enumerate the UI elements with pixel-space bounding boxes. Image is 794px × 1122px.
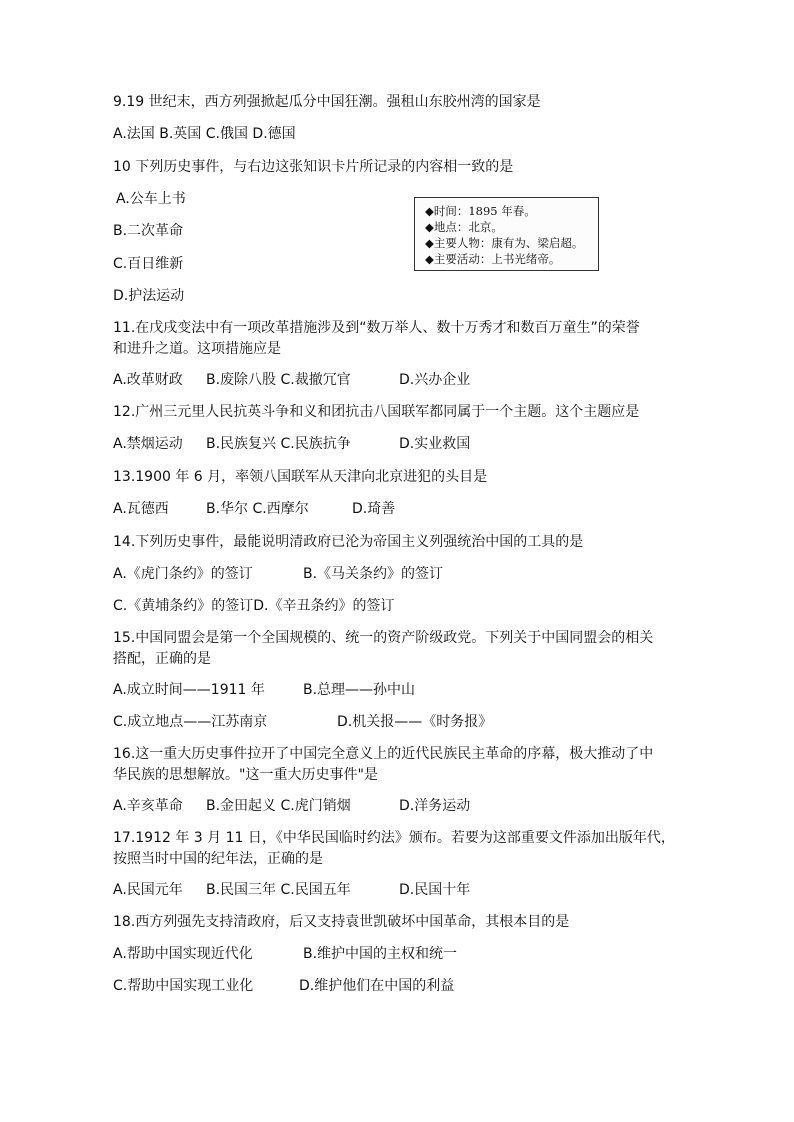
q17-option-a: A.民国元年 [113,882,183,898]
q11-option-bc: B.废除八股 C.裁撤冗官 [206,372,351,388]
q11-option-a: A.改革财政 [113,372,183,388]
q18-option-c: C.帮助中国实现工业化 [113,978,254,994]
q15-option-a: A.成立时间——1911 年 [113,682,265,698]
q16-stem-line1: 16.这一重大历史事件拉开了中国完全意义上的近代民族民主革命的序幕，极大推动了中 [113,746,654,762]
q16-option-bc: B.金田起义 C.虎门销烟 [206,798,351,814]
q16-option-d: D.洋务运动 [399,798,471,814]
card-people: ◆主要人物：康有为、梁启超。 [425,236,584,250]
q11-option-d: D.兴办企业 [399,372,471,388]
card-time: ◆时间：1895 年春。 [425,204,536,218]
q11-stem-line1: 11.在戊戌变法中有一项改革措施涉及到“数万举人、数十万秀才和数百万童生”的荣誉 [113,320,640,336]
q9-stem: 9.19 世纪末，西方列强掀起瓜分中国狂潮。强租山东胶州湾的国家是 [113,94,541,110]
q18-option-b: B.维护中国的主权和统一 [303,946,458,962]
q15-stem-line1: 15.中国同盟会是第一个全国规模的、统一的资产阶级政党。下列关于中国同盟会的相关 [113,630,654,646]
q17-option-bc: B.民国三年 C.民国五年 [206,882,351,898]
q16-option-a: A.辛亥革命 [113,798,183,814]
q14-option-b: B.《马关条约》的签订 [303,566,444,582]
q9-options: A.法国 B.英国 C.俄国 D.德国 [113,126,296,142]
q12-stem: 12.广州三元里人民抗英斗争和义和团抗击八国联军都同属于一个主题。这个主题应是 [113,404,640,420]
q12-option-bc: B.民族复兴 C.民族抗争 [206,436,351,452]
knowledge-card [414,197,599,271]
q10-option-d: D.护法运动 [113,288,185,304]
q13-option-d: D.琦善 [352,501,396,517]
q15-option-d: D.机关报——《时务报》 [337,714,493,730]
q10-stem: 10 下列历史事件，与右边这张知识卡片所记录的内容相一致的是 [113,159,514,175]
q12-option-d: D.实业救国 [399,436,471,452]
q12-option-a: A.禁烟运动 [113,436,183,452]
q18-stem: 18.西方列强先支持清政府，后又支持袁世凯破坏中国革命，其根本目的是 [113,914,570,930]
card-activity: ◆主要活动：上书光绪帝。 [425,252,561,266]
q18-option-d: D.维护他们在中国的利益 [299,978,455,994]
q14-stem: 14.下列历史事件，最能说明清政府已沦为帝国主义列强统治中国的工具的是 [113,534,584,550]
q11-stem-line2: 和进升之道。这项措施应是 [113,341,281,357]
q15-option-b: B.总理——孙中山 [303,682,416,698]
q14-option-cd: C.《黄埔条约》的签订D.《辛丑条约》的签订 [113,598,395,614]
q17-option-d: D.民国十年 [399,882,471,898]
q15-option-c: C.成立地点——江苏南京 [113,714,268,730]
q13-option-a: A.瓦德西 [113,501,169,517]
q15-stem-line2: 搭配，正确的是 [113,651,211,667]
q14-option-a: A.《虎门条约》的签订 [113,566,253,582]
q10-option-c: C.百日维新 [113,256,184,272]
q18-option-a: A.帮助中国实现近代化 [113,946,253,962]
q16-stem-line2: 华民族的思想解放。"这一重大历史事件"是 [113,767,378,783]
q13-option-bc: B.华尔 C.西摩尔 [206,501,309,517]
q10-option-b: B.二次革命 [113,223,184,239]
q17-stem-line1: 17.1912 年 3 月 11 日，《中华民国临时约法》颁布。若要为这部重要文件添加出版年代， [113,830,675,846]
card-place: ◆地点：北京。 [425,220,503,234]
q17-stem-line2: 按照当时中国的纪年法，正确的是 [113,851,323,867]
q10-option-a: A.公车上书 [116,191,186,207]
q13-stem: 13.1900 年 6 月，率领八国联军从天津向北京进犯的头目是 [113,469,488,485]
